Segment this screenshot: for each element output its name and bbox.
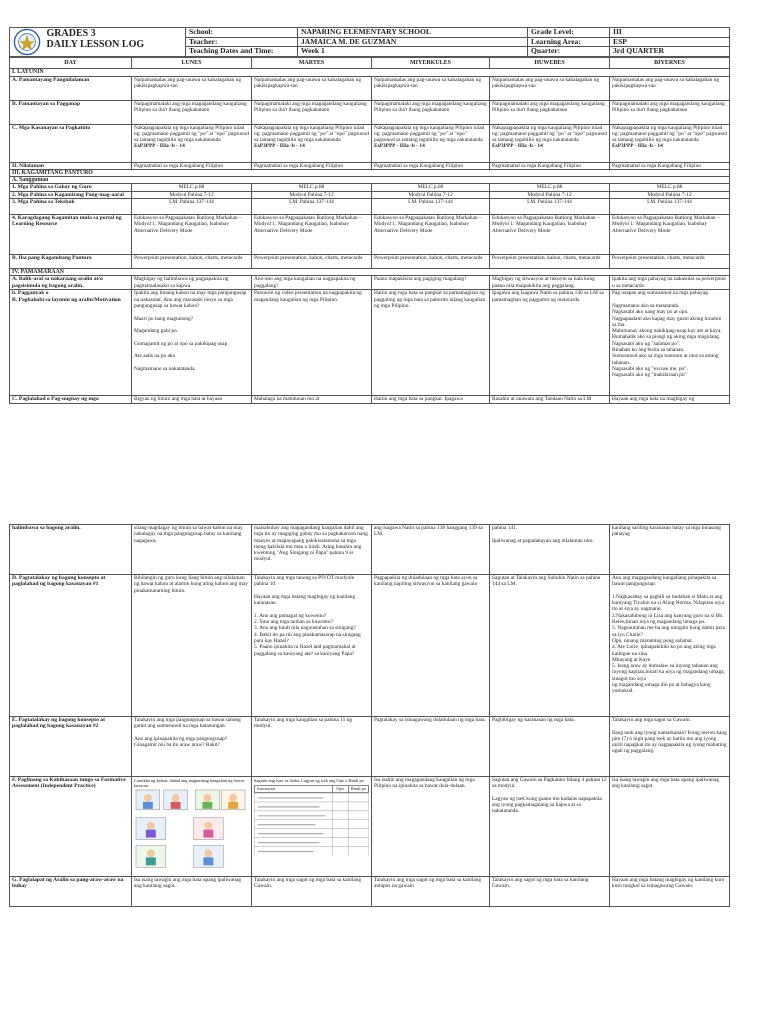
- day-thursday: HUWEBES: [490, 58, 610, 69]
- cell-c4-tue-top: Mahalaga na matutunan mo at: [252, 396, 372, 404]
- cell-c-thu: [490, 124, 610, 162]
- cell-c4-thu: pahina 141. Ipaliwanag at pagtalakayan ang nilalaman nito.: [490, 525, 610, 575]
- checklist-col-hindi: Hindi po: [348, 786, 368, 792]
- cell-c4-wed: ang Isagawa Natin sa pahina 138 hanggang 139 sa LM.: [372, 525, 490, 575]
- kasanayan-text: Nakapagpapakita ng mga kaugaliang Pilipino tulad ng: pagmamano paggamit ng "po" at "opo" pagsunod sa tamang tagubilin ng mga nakatatanda: [254, 124, 369, 144]
- cell-d4-fri: Ano ang magagandang kaugaliang pinapakita sa bawat pangungusap. 1.Nagkasabay sa pagbili sa tindahan si Malu at ang kaniyang Tiyahin na si Aling Norma. Nilapitan niya ito at siya ay nagmano. 2.Nakasalubong ni Lisa ang kanyang guro na si Bb. Belen,binati niya ng magandang umaga po. 3. Nagsuutuhan me ba ang ninigalo kong damit para sa iyo Charie? Opo, ninang maraming pong salamat. 4. Ate Lorie, ipinapakikiki ko po ang aking mga kaibigan na sina Mhayang at Kaye. 5. Isang araw ay dumalaw sa inyong tahanan ang inyong kapitan,binati ka niya ng magandang umaga, sinagot mo siya ng magandang umaga din po at bahagya kang yumukod.: [610, 575, 730, 717]
- teacher-value: JAMAICA M. DE GUZMAN: [298, 37, 528, 47]
- cell-e4-mon: Talakayin ang mga pangungusap sa bawat tanong gamit ang sumusunod na mga katanungan: Ano ang ipinapakita ng mga pangungusap? Ginagamit niu ba ito araw araw? Bakit?: [132, 717, 252, 777]
- cell-c4-mon-top: Bigyan ng bituin ang mga bata at hayaan: [132, 396, 252, 404]
- kasanayan-text: Nakapagpapakita ng mga kaugaliang Pilipino tulad ng: pagmamano paggamit ng "po" at "opo" pagsunod sa tamang tagubilin ng mga nakatatanda: [374, 124, 485, 144]
- cell-kag-mon: Modyul Pahina 7-12: [132, 191, 252, 198]
- row-label-kasanayan: C. Mga Kasanayan sa Pagkatuto: [10, 124, 132, 162]
- cell-iba-wed: Powerpoint presentation, kahon, charts, metacards: [372, 255, 490, 269]
- row-label-nilalaman: II. Nilalaman: [10, 162, 132, 169]
- cell-a4-thu: Magbigay ng sitwasyon at tukuyin sa bata kung paano nila maipakikita ang paggalang.: [490, 276, 610, 290]
- cell-ii-tue: Pagmamahal sa mga Kaugaliang Filipino: [252, 162, 372, 169]
- row-label-pangnilalaman: A. Pamantayang Pangnilalaman: [10, 76, 132, 100]
- cell-lr-wed: Edukasyon sa Pagpapakatao Ikatlong Markahan – Modyul 1: Magandang Kaugalian, Isabuhay Alternative Delivery Mode: [372, 215, 490, 255]
- cell-g4-wed: Talakayin ang mga sagot ng mga bata sa kanilang antapos na gawain: [372, 877, 490, 907]
- cell-lr-thu: Edukasyon sa Pagpapakatao Ikatlong Markahan – Modyul 1: Magandang Kaugalian, Isabuhay Alternative Delivery Mode: [490, 215, 610, 255]
- day-header: DAY: [10, 58, 132, 69]
- kasanayan-code: EsP3PPP - IIIa -b - 14: [612, 143, 663, 150]
- section-layunin: I. LAYUNIN: [10, 69, 730, 76]
- log-title: [44, 28, 186, 57]
- dates-value: Week 1: [298, 47, 528, 57]
- cell-b-thu: Naipagmamalaki ang mga magagandang kaugaliang Pilipino sa iba't ibang pagkakataon: [490, 100, 610, 124]
- area-value: ESP: [610, 37, 730, 47]
- cell-e4-fri: Talakayin ang mga sagot sa Gawain. Ilang taok ang iyong namarkahan? Kung meron kang pito (7) o higit pang tsek ay batiin mo ang iyong sarili napagkat ito ay nagpapakita ng iyong mabuting ugali ng paggalang.: [610, 717, 730, 777]
- worksheet-illustration: [134, 788, 249, 869]
- lesson-table-1: [9, 57, 730, 404]
- cell-f4-wed: Isa isahin ang magagandang kaugalian ng mga Pilipino na ipinakita sa bawat dula-dulaan.: [372, 777, 490, 877]
- cell-a-thu: Naipamamalas ang pag-unawa sa kahalagahan ng pakikipagkapwa-tao: [490, 76, 610, 100]
- cell-b-mon: Naipagmamalaki ang mga magagandang kaugaliang Pilipino sa iba't ibang pagkakataon: [132, 100, 252, 124]
- cell-a-mon: Naipamamalas ang pag-unawa sa kahalagahan ng pakikipagkapwa-tao: [132, 76, 252, 100]
- cell-a-tue: Naipamamalas ang pag-unawa sa kahalagahan ng pakikipagkapwa-tao: [252, 76, 372, 100]
- lesson-log-page-2: [9, 524, 729, 907]
- cell-g4-fri: Hayaan ang mga batang magbigay ng kanilang kuro kuro tungkol sa isinagawang Gawain.: [610, 877, 730, 907]
- quarter-value: 3rd QUARTER: [610, 47, 730, 57]
- grade-label: Grade Level:: [528, 28, 610, 38]
- teacher-label: Teacher:: [186, 37, 298, 47]
- cell-c-wed: [372, 124, 490, 162]
- cell-ii-mon: Pagmamahal sa mga Kaugaliang Filipino: [132, 162, 252, 169]
- school-value: NAPARING ELEMENTARY SCHOOL: [298, 28, 528, 38]
- cell-e4-tue: Talakayin ang mga kaugalian sa pahina 11 ng modyul.: [252, 717, 372, 777]
- cell-a4-wed: Paano mapakikita ang pagiging magalang?: [372, 276, 490, 290]
- cell-d4-tue: Talakayin ang mga tanong sa PIVOT modyule pahina 10. Hayaan ang mga batang magbigay ng kanilang karanasan. 1. Ano ang pamagat ng kuwento? 2. Sino ang mga tauhan sa kuwento? 3. Ano ang hindi nila naguustuhan sa sinigang? 4. Bakit ito pa rin ang pinakamasarap na sinigang para kay Hazel? 5. Paano ipinakita ni Hazel and pagmamahal at paggalang sa kaniyang ate? sa kaniyang Papa?: [252, 575, 372, 717]
- section-pamamaraan: IV. PAMAMARAAN: [10, 269, 730, 276]
- cell-teks-mon: LM. Pahina 137-144: [132, 199, 252, 215]
- row-label-paglalahad-bottom: halimbawa sa bagong aralin.: [10, 525, 132, 575]
- day-monday: LUNES: [132, 58, 252, 69]
- cell-teks-wed: LM. Pahina 137-144: [372, 199, 490, 215]
- cell-b4-tue: Panoorin ng video presentation na nagpapakita ng magandang kaugalian ng mga Pilipino.: [252, 290, 372, 396]
- cell-c4-fri: kanilang sariling karanasan batay sa mga binasang pahayag: [610, 525, 730, 575]
- cell-iba-thu: Powerpoint presentation, kahon, charts, metacards: [490, 255, 610, 269]
- title-line-2: DAILY LESSON LOG: [46, 39, 145, 50]
- row-label-paglinang: F. Paglinang sa Kabihasaan tungo sa Formative Assessment (Independent Practice): [10, 777, 132, 877]
- cell-c4-wed-top: Hatiin ang mga bata sa pangkat. Ipagawa: [372, 396, 490, 404]
- cell-guro-thu: MELC p.88: [490, 184, 610, 191]
- cell-c4-tue: maisabuhay ang magagandang kaugalian dahil ang mga ito ay magiging gabay mo sa pagkakaroon nang maayos at mapayapang pakikisalamuha sa mga taong kakilala mo man o hindi. Ating basahin ang kwentong "Ang Sinigang ni Papa" pahina 9 ss modyul.: [252, 525, 372, 575]
- title-line-1: GRADES 3: [46, 28, 96, 39]
- checklist-col-opo: Opo: [332, 786, 348, 792]
- day-friday: BIYERNES: [610, 58, 730, 69]
- checklist-header: [254, 785, 369, 793]
- quarter-label: Quarter:: [528, 47, 610, 57]
- cell-d4-mon: Bibilangin ng guro kung ilang bituin ang nilalaman ng bawat kahon at alamin kung aling kahon ang may pinakamaraming bituin.: [132, 575, 252, 717]
- cell-f4-thu: Sagutan ang Gawain sa Pagkatuto bilang 4 pahina 12 sa modyul. Lagyan ng tsek kung gaano mo kadalas napapakita ang iyong pagkamagalang sa kapwa at sa nakatatanda.: [490, 777, 610, 877]
- kasanayan-text: Nakapagpapakita ng mga kaugaliang Pilipino tulad ng: pagmamano paggamit ng "po" at "opo" pagsunod sa tamang tagubilin ng mga nakatatanda: [492, 124, 607, 144]
- cell-g4-mon: Isa isang tawagin ang mga bata upang ipaliwanag ang kanilang sagot.: [132, 877, 252, 907]
- deped-seal: [10, 28, 44, 57]
- row-label-kagamitang-mag-aaral: 2. Mga Pahina sa Kagamitang Pang-mag-aaral: [10, 191, 132, 198]
- cell-c-mon: [132, 124, 252, 162]
- cell-lr-mon: Edukasyon sa Pagpapakatao Ikatlong Markahan – Modyul 1: Magandang Kaugalian, Isabuhay Alternative Delivery Mode: [132, 215, 252, 255]
- row-label-pagganyak: [10, 290, 132, 396]
- cell-g4-tue: Talakayin ang mga sagot ng mga bata sa kanilang Gawain.: [252, 877, 372, 907]
- header-table: [9, 27, 730, 57]
- pagganyak-label: B. Paghahabi sa layunin ng aralin/Motivation: [12, 296, 121, 303]
- cell-teks-fri: LM. Pahina 137-144: [610, 199, 730, 215]
- row-label-learning-resource: 4. Karagdagang Kagamitan mula sa portal ng Learning Resource: [10, 215, 132, 255]
- row-label-pagtatalakay-2: E. Pagtatalakay ng bagong konsepto at paglalahad ng bagong kasanayan #2: [10, 717, 132, 777]
- cell-kag-tue: Modyul Pahina 7-12: [252, 191, 372, 198]
- cell-lr-tue: Edukasyon sa Pagpapakatao Ikatlong Markahan – Modyul 1: Magandang Kaugalian, Isabuhay Alternative Delivery Mode: [252, 215, 372, 255]
- row-label-paglalapat: G. Paglalapat ng Aralin sa pang-araw-araw na buhay: [10, 877, 132, 907]
- cell-b-fri: Naipagmamalaki ang mga magagandang kaugaliang Pilipino sa iba't ibang pagkakataon: [610, 100, 730, 124]
- kasanayan-text: Nakapagpapakita ng mga kaugaliang Pilipino tulad ng: pagmamano paggamit ng "po" at "opo" pagsunod sa tamang tagubilin ng mga nakatatanda: [612, 124, 727, 144]
- cell-teks-tue: LM. Pahina 137-144: [252, 199, 372, 215]
- cell-c-tue: [252, 124, 372, 162]
- checklist-col-sitwasyon: Sitwasyon: [257, 786, 276, 791]
- section-sanggunian: A. Sanggunian: [10, 177, 730, 184]
- cell-a4-fri: Ipakita ang mga pahayag na nakasulat sa powerpoint o sa metacards.: [610, 276, 730, 290]
- cell-guro-mon: MELC p.88: [132, 184, 252, 191]
- cell-f4-mon: [132, 777, 252, 877]
- row-label-iba-pang-kagamitan: B. Iba pang Kagamitang Panturo: [10, 255, 132, 269]
- dates-label: Teaching Dates and Time:: [186, 47, 298, 57]
- cell-b4-fri: Pag usapan ang sumusunod na mga pahayag. Nagmamano ako sa matatanda. Nagsasabi ako nang may po at opo. Nagpapaalam ako kapag may gusto akong hiramin sa iba. Malumanay akong nakikipag-usap kay ate at kuya. Humahalik ako sa pisngi ng aking mga magulang. Nagsasabi ako ng "salamat po". Binabati ko ang bisita sa tahanan. Sumusunod ako sa mga tuntunin at utos sa aming tahanan. Nagsasabi ako ng "excuse me, po". Nagsasabi ako ng "makikiraan po": [610, 290, 730, 396]
- cell-b-wed: Naipagmamalaki ang mga magagandang kaugaliang Pilipino sa iba't ibang pagkakataon: [372, 100, 490, 124]
- cell-ii-fri: Pagmamahal sa mga Kaugaliang Filipino: [610, 162, 730, 169]
- cell-a-fri: Naipamamalas ang pag-unawa sa kahalagahan ng pakikipagkapwa-tao: [610, 76, 730, 100]
- cell-b4-mon: Ipakita ang limang kahon na may mga pangungusap na nakasulat. Ano ang masasabi ninyo sa mga pangungusap sa bawat kahon? Maari po bang magtanong? Magandang gabi po. Gumagamit ng po at opo sa pakikipag usap Ate aalis na po ako Nagmamano sa nakatatanda.: [132, 290, 252, 396]
- pagganyak-prefix: b. Pagganyak o: [12, 290, 49, 297]
- cell-a4-tue: Ano-ano ang mga kaugalian na nagpapakita ng paggalang?: [252, 276, 372, 290]
- lesson-table-2: [9, 524, 730, 907]
- cell-g4-thu: Talakayin ang sagot ng mga bata sa kanilang Gawain.: [490, 877, 610, 907]
- cell-d4-thu: Sagutan at Talakayin ang Subukin Natin sa pahina 144 sa LM.: [490, 575, 610, 717]
- cell-a4-mon: Magbigay ng halimbawa ng pagpapakita ng pagmamalasakit sa kapwa.: [132, 276, 252, 290]
- cell-kag-thu: Modyul Pahina 7-12: [490, 191, 610, 198]
- kasanayan-code: EsP3PPP - IIIa -b - 14: [134, 143, 185, 150]
- row-label-paglalahad-top: C. Paglalahad o Pag-uugnay ng mga: [10, 396, 132, 404]
- section-kagamitan: III. KAGAMITANG PANTURO: [10, 169, 730, 176]
- cell-guro-fri: MELC p.88: [610, 184, 730, 191]
- row-label-teksbuk: 3. Mga Pahina sa Teksbuk: [10, 199, 132, 215]
- deped-seal-icon: [13, 28, 41, 56]
- cell-e4-wed: Pagtalakay sa isinagawang duladulaan ng mga bata.: [372, 717, 490, 777]
- cell-kag-fri: Modyul Pahina 7-12: [610, 191, 730, 198]
- row-label-balik-aral: A. Balik-aral sa nakaraang aralin at/o pagsisimula ng bagong aralin.: [10, 276, 132, 290]
- cell-f4-tue: [252, 777, 372, 877]
- cell-d4-wed: Pagpapakita ng duladulaan ng mga bata ayon sa kanilang napiling sitwasyon sa kanilang gawain: [372, 575, 490, 717]
- cell-ii-thu: Pagmamahal sa mga Kaugaliang Filipino: [490, 162, 610, 169]
- cell-b-tue: Naipagmamalaki ang mga magagandang kaugaliang Pilipino sa iba't ibang pagkakataon: [252, 100, 372, 124]
- area-label: Learning Area:: [528, 37, 610, 47]
- kasanayan-code: EsP3PPP - IIIa -b - 14: [254, 143, 305, 150]
- cell-a-wed: Naipamamalas ang pag-unawa sa kahalagahan ng pakikipagkapwa-tao: [372, 76, 490, 100]
- cell-b4-wed: Hatiin ang mga bata sa pangkat sa pamamagitan ng paggaling ng mga bata sa paborito nilang kaugalian ng mga Pilipino.: [372, 290, 490, 396]
- day-tuesday: MARTES: [252, 58, 372, 69]
- cell-c4-mon: silang magdagay ng bituin sa bawat kahon na may nakalagay na mga pangungusap batay sa kanilang nagagawa.: [132, 525, 252, 575]
- cell-c4-fri-top: Hayaan ang mga bata na magbigay ng: [610, 396, 730, 404]
- kasanayan-code: EsP3PPP - IIIa -b - 14: [492, 143, 543, 150]
- cell-f4-fri: Isa isang tawagin ang mga bata upang ipaliwanag ang kanilang sagot.: [610, 777, 730, 877]
- kasanayan-text: Nakapagpapakita ng mga kaugaliang Pilipino tulad ng: pagmamano paggamit ng "po" at "opo" pagsunod sa tamang tagubilin ng mga nakatatanda: [134, 124, 249, 144]
- school-label: School:: [186, 28, 298, 38]
- grade-value: III: [610, 28, 730, 38]
- cell-teks-thu: LM. Pahina 137-144: [490, 199, 610, 215]
- day-wednesday: MIYERKULES: [372, 58, 490, 69]
- cell-iba-mon: Powerpoint presentation, kahon, charts, metacards: [132, 255, 252, 269]
- worksheet-caption-mon: Lumikha ng kahon, ilahad ang magandang kaugalian ng bawat larawan.: [134, 778, 245, 788]
- cell-e4-thu: Pagbibigay ng karanasan ng mga bata.: [490, 717, 610, 777]
- cell-kag-wed: Modyul Pahina 7-12: [372, 191, 490, 198]
- cell-c4-thu-top: Basahin at unawain ang Tandaan Natin sa LM: [490, 396, 610, 404]
- cell-ii-wed: Pagmamahal sa mga Kaugaliang Filipino: [372, 162, 490, 169]
- cell-iba-tue: Powerpoint presentation, kahon, charts, metacards: [252, 255, 372, 269]
- cell-guro-tue: MELC p.88: [252, 184, 372, 191]
- checklist-table: [254, 793, 369, 856]
- worksheet-caption-tue: Sagutin ang tsart sa ibaba. Lagyan ng tsek ang Opo o Hindi po: [254, 778, 364, 783]
- cell-iba-fri: Powerpoint presentation, charts, metacards: [610, 255, 730, 269]
- kasanayan-code: EsP3PPP - IIIa -b - 14: [374, 143, 425, 150]
- cell-guro-wed: MELC p.88: [372, 184, 490, 191]
- row-label-pagganap: B. Pamantayan sa Pagganap: [10, 100, 132, 124]
- cell-c-fri: [610, 124, 730, 162]
- cell-b4-thu: Ipagawa ang Isagawa Natin sa pahina 140 sa LM sa pamamagitan ng paggamit ng metacards.: [490, 290, 610, 396]
- cell-lr-fri: Edukasyon sa Pagpapakatao Ikatlong Markahan – Modyul 1: Magandang Kaugalian, Isabuhay Alternative Delivery Mode: [610, 215, 730, 255]
- row-label-gabay-guro: 1. Mga Pahina sa Gabay ng Guro: [10, 184, 132, 191]
- row-label-pagtatalakay-1: D. Pagtatalakay ng bagong konsepto at paglalahad ng bagong kasanayan #1: [10, 575, 132, 717]
- lesson-log-page-1: [9, 27, 729, 404]
